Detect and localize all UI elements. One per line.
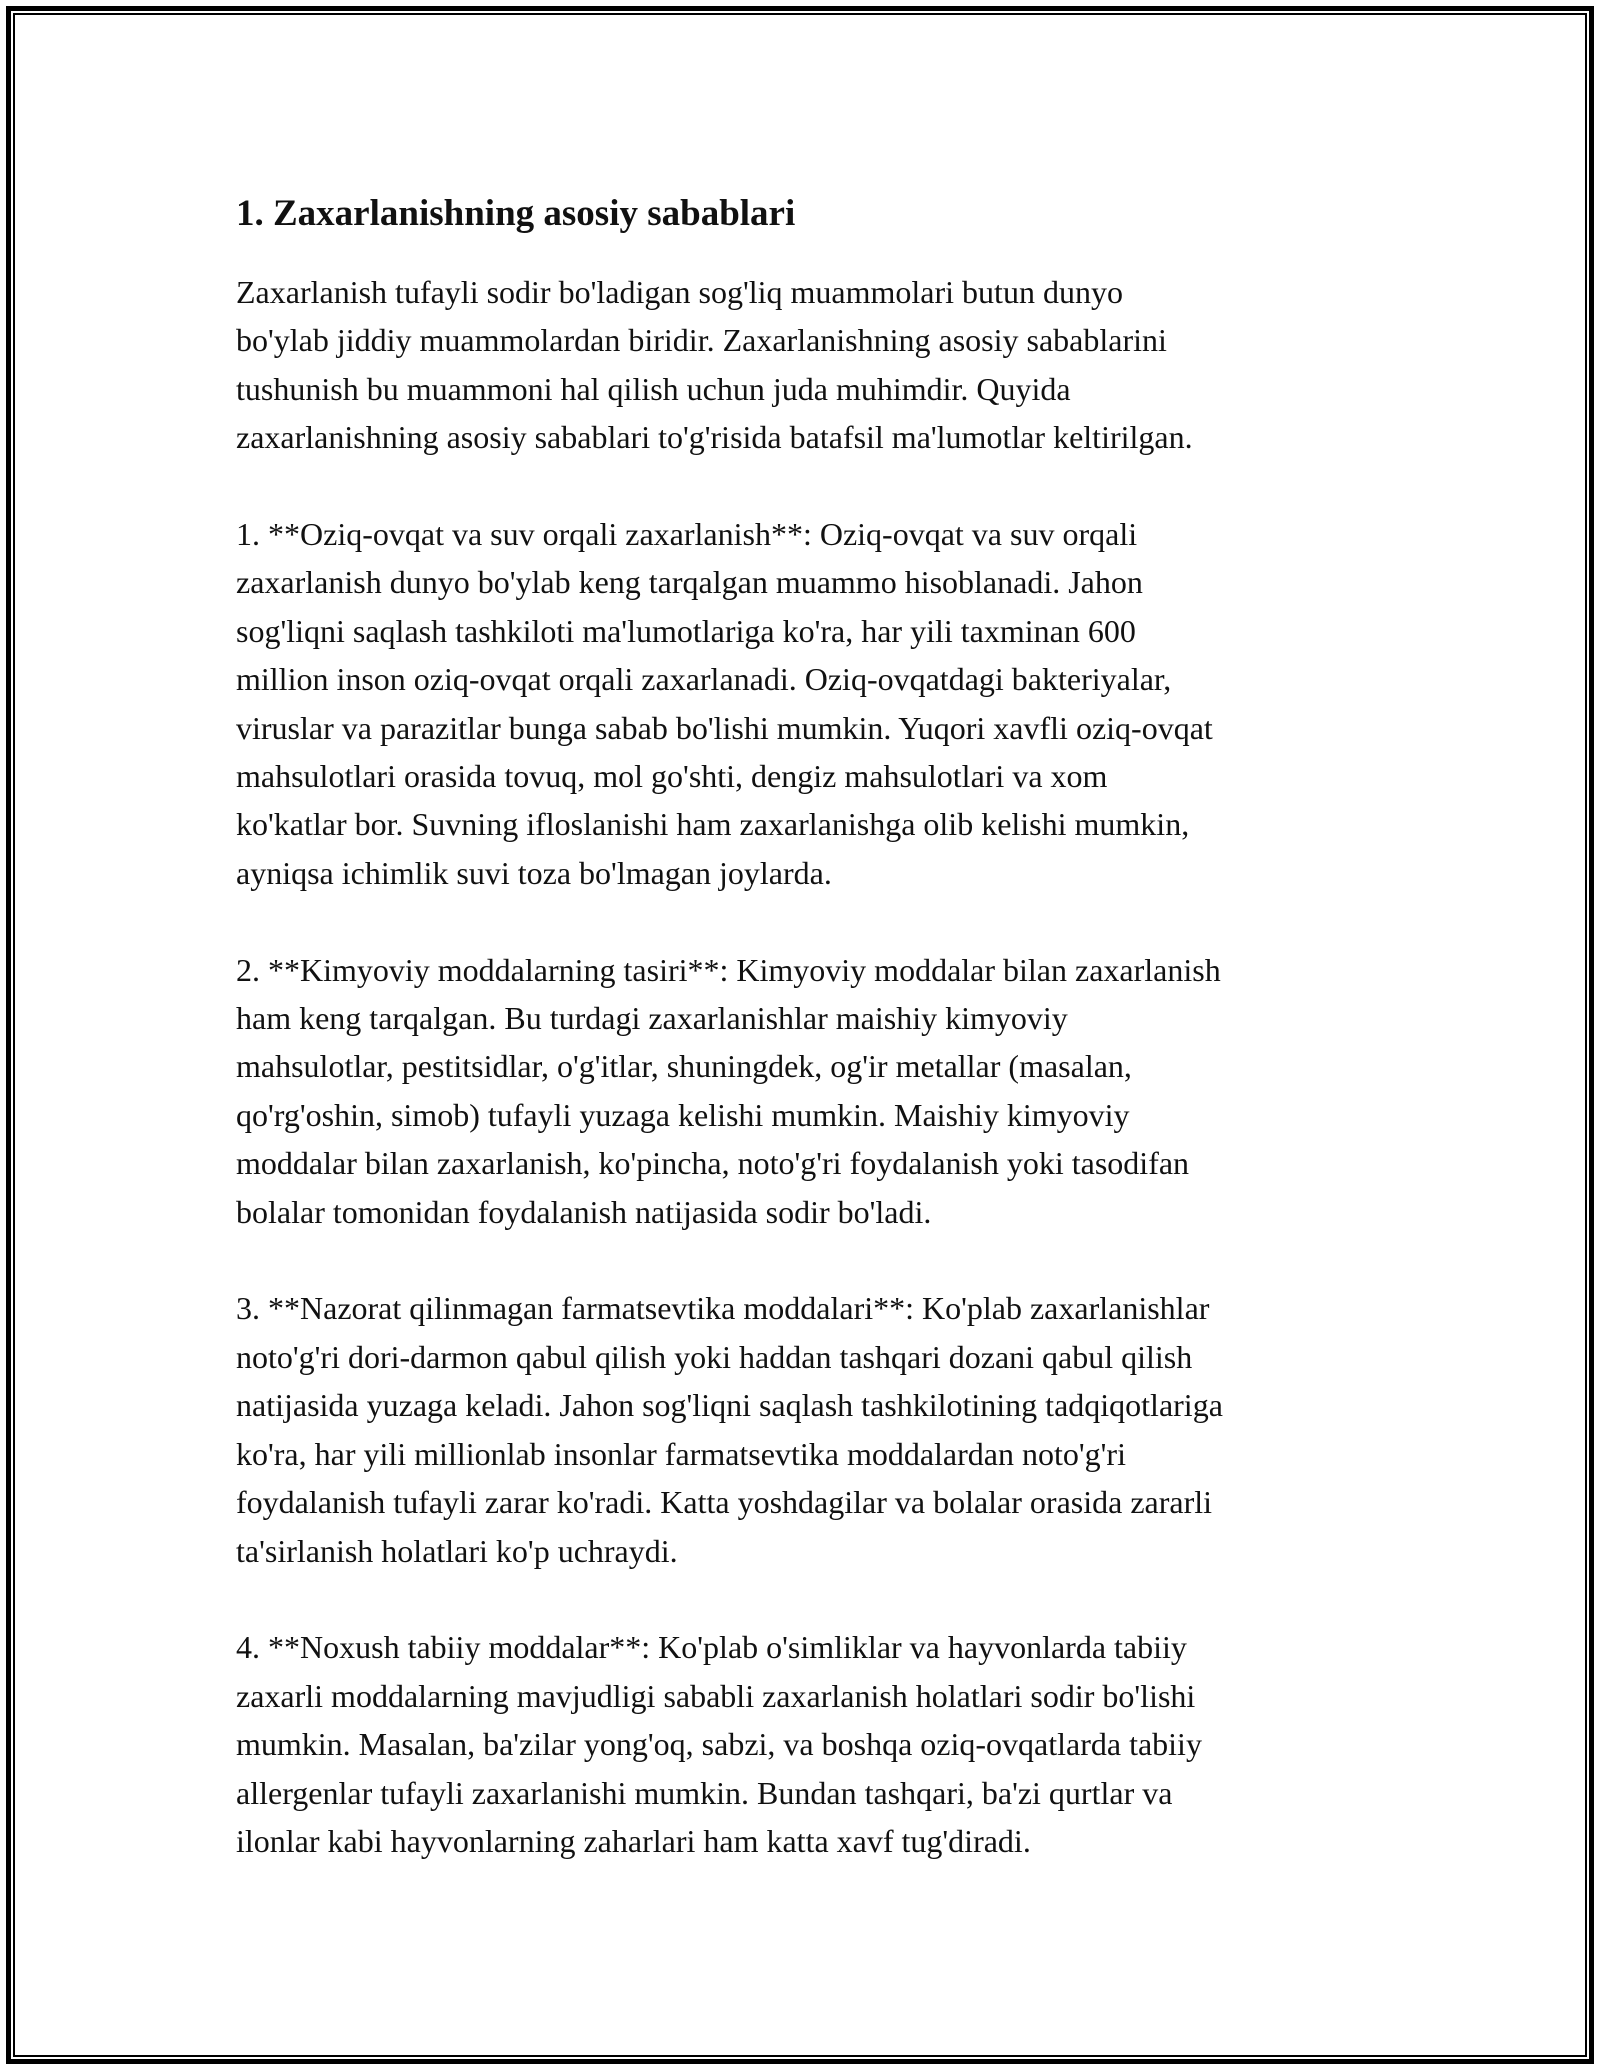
text-line: bo'ylab jiddiy muammolardan biridir. Zaxarlanishning asosiy sabablarini	[236, 322, 1167, 359]
text-line: 2. **Kimyoviy moddalarning tasiri**: Kimyoviy moddalar bilan zaxarlanish	[236, 951, 1221, 988]
cause-paragraph-food-water	[236, 510, 1386, 897]
text-line: Zaxarlanish tufayli sodir bo'ladigan sog'liq muammolari butun dunyo	[236, 274, 1123, 310]
text-line: ta'sirlanish holatlari ko'p uchraydi.	[236, 1532, 678, 1569]
text-line: ilonlar kabi hayvonlarning zaharlari ham katta xavf tug'diradi.	[236, 1822, 1031, 1859]
text-line: moddalar bilan zaxarlanish, ko'pincha, noto'g'ri foydalanish yoki tasodifan	[236, 1145, 1190, 1182]
text-line: 1. **Oziq-ovqat va suv orqali zaxarlanish**: Oziq-ovqat va suv orqali	[236, 516, 1138, 553]
intro-paragraph	[236, 268, 1386, 462]
text-line: mahsulotlari orasida tovuq, mol go'shti, dengiz mahsulotlari va xom	[236, 758, 1108, 795]
text-line: ko'katlar bor. Suvning ifloslanishi ham zaxarlanishga olib kelishi mumkin,	[236, 806, 1190, 843]
cause-paragraph-natural-toxins	[236, 1623, 1386, 1865]
document-body	[236, 186, 1386, 1865]
text-line: allergenlar tufayli zaxarlanishi mumkin. Bundan tashqari, ba'zi qurtlar va	[236, 1774, 1173, 1811]
cause-paragraph-chemicals	[236, 946, 1386, 1236]
text-line: ham keng tarqalgan. Bu turdagi zaxarlanishlar maishiy kimyoviy	[236, 1000, 1068, 1037]
cause-paragraph-pharmaceuticals	[236, 1284, 1386, 1574]
text-line: noto'g'ri dori-darmon qabul qilish yoki haddan tashqari dozani qabul qilish	[236, 1338, 1193, 1375]
text-line: foydalanish tufayli zarar ko'radi. Katta yoshdagilar va bolalar orasida zararli	[236, 1484, 1213, 1521]
text-line: sog'liqni saqlash tashkiloti ma'lumotlariga ko'ra, har yili taxminan 600	[236, 612, 1136, 649]
text-line: million inson oziq-ovqat orqali zaxarlanadi. Oziq-ovqatdagi bakteriyalar,	[236, 661, 1172, 698]
text-line: zaxarlanish dunyo bo'ylab keng tarqalgan muammo hisoblanadi. Jahon	[236, 564, 1143, 601]
text-line: ko'ra, har yili millionlab insonlar farmatsevtika moddalardan noto'g'ri	[236, 1435, 1126, 1472]
section-heading: 1. Zaxarlanishning asosiy sabablari	[236, 193, 796, 234]
text-line: zaxarlanishning asosiy sabablari to'g'risida batafsil ma'lumotlar keltirilgan.	[236, 419, 1193, 456]
text-line: 4. **Noxush tabiiy moddalar**: Ko'plab o'simliklar va hayvonlarda tabiiy	[236, 1629, 1187, 1666]
text-line: mahsulotlar, pestitsidlar, o'g'itlar, shuningdek, og'ir metallar (masalan,	[236, 1048, 1132, 1085]
text-line: 3. **Nazorat qilinmagan farmatsevtika moddalari**: Ko'plab zaxarlanishlar	[236, 1290, 1210, 1327]
text-line: natijasida yuzaga keladi. Jahon sog'liqni saqlash tashkilotining tadqiqotlariga	[236, 1387, 1223, 1424]
text-line: viruslar va parazitlar bunga sabab bo'lishi mumkin. Yuqori xavfli oziq-ovqat	[236, 709, 1213, 746]
text-line: tushunish bu muammoni hal qilish uchun juda muhimdir. Quyida	[236, 370, 1071, 407]
text-line: ayniqsa ichimlik suvi toza bo'lmagan joylarda.	[236, 854, 832, 891]
text-line: zaxarli moddalarning mavjudligi sababli zaxarlanish holatlari sodir bo'lishi	[236, 1677, 1196, 1714]
text-line: bolalar tomonidan foydalanish natijasida sodir bo'ladi.	[236, 1193, 932, 1230]
text-line: mumkin. Masalan, ba'zilar yong'oq, sabzi, va boshqa oziq-ovqatlarda tabiiy	[236, 1726, 1202, 1763]
text-line: qo'rg'oshin, simob) tufayli yuzaga kelishi mumkin. Maishiy kimyoviy	[236, 1096, 1130, 1133]
